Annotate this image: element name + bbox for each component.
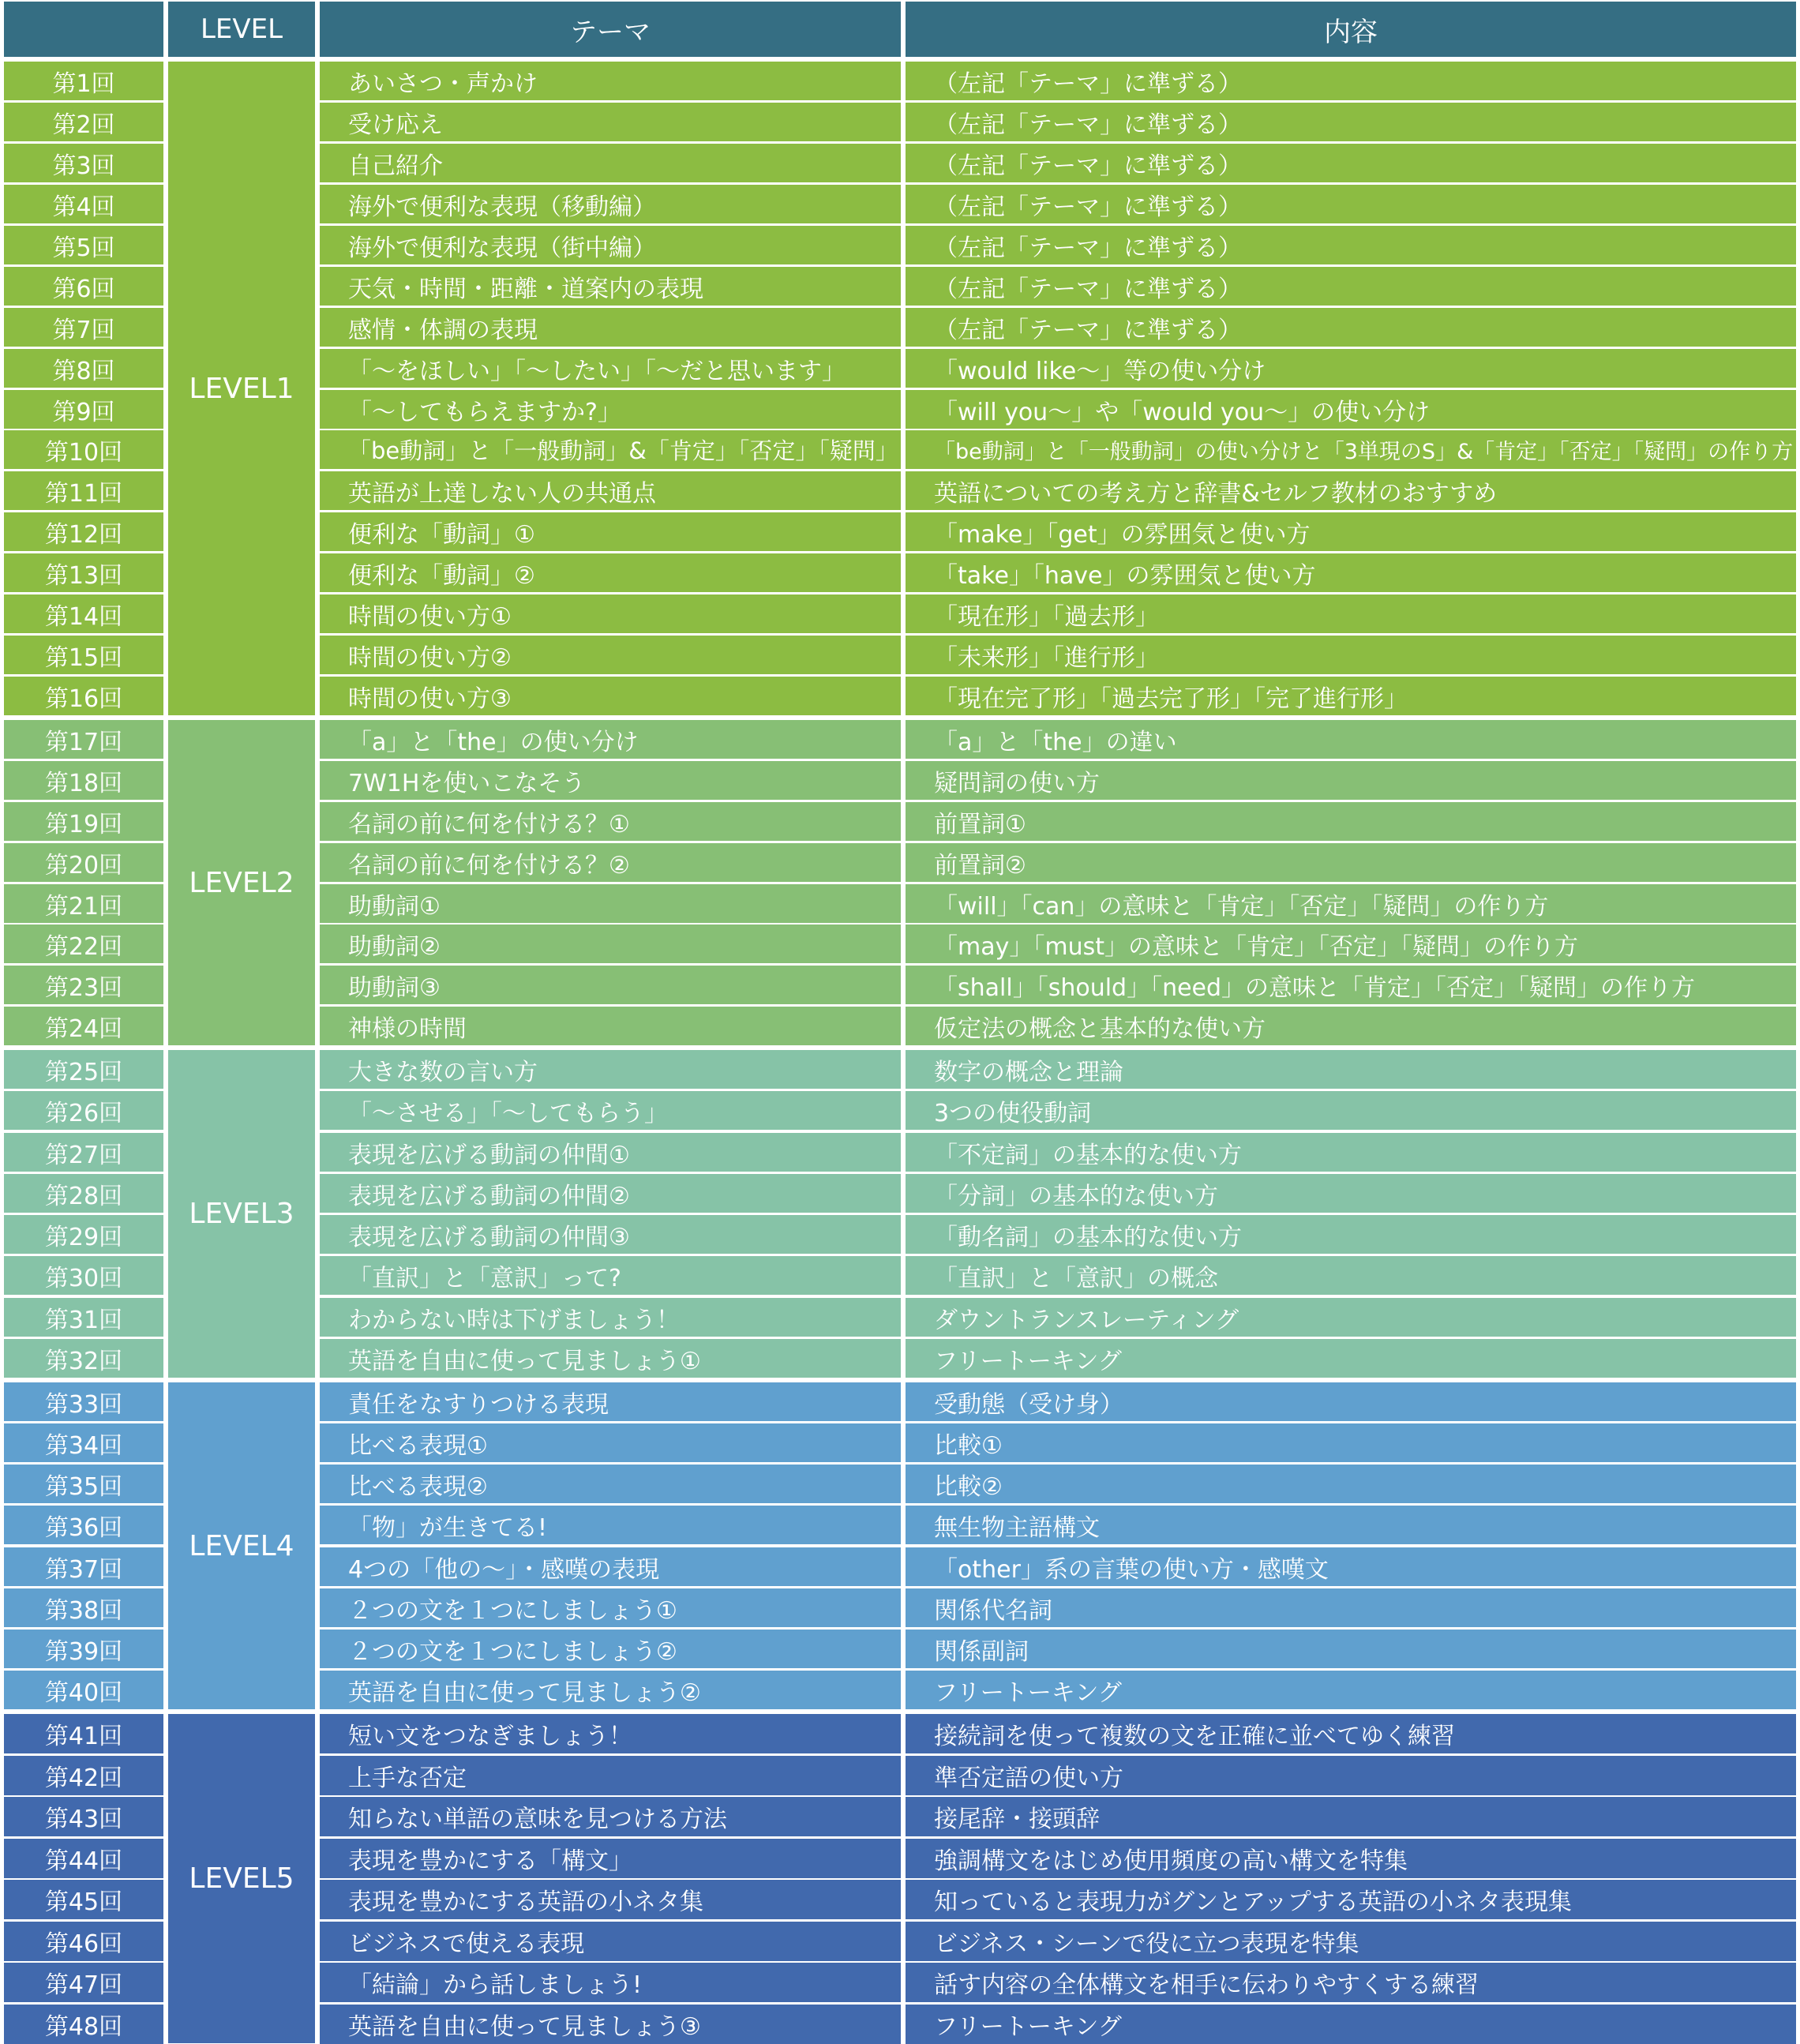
level-label: LEVEL3 [168,1050,315,1378]
session-number: 第15回 [4,636,163,674]
session-theme: 英語を自由に使って見ましょう② [320,1671,901,1709]
session-number: 第18回 [4,761,163,800]
session-number: 第10回 [4,430,163,469]
session-theme: 「〜をほしい」「〜したい」「〜だと思います」 [320,349,901,388]
session-content: 数字の概念と理論 [906,1050,1796,1089]
session-theme: ２つの文を１つにしましょう① [320,1588,901,1627]
session-theme: 助動詞② [320,924,901,963]
session-theme: 表現を豊かにする英語の小ネタ集 [320,1880,901,1919]
session-number: 第23回 [4,966,163,1004]
session-number: 第14回 [4,594,163,633]
session-content: 比較① [906,1423,1796,1462]
session-number: 第35回 [4,1465,163,1503]
session-theme: 表現を広げる動詞の仲間② [320,1174,901,1213]
session-content: 受動態（受け身） [906,1382,1796,1421]
session-content: （左記「テーマ」に準ずる） [906,308,1796,347]
session-content: 知っていると表現力がグンとアップする英語の小ネタ表現集 [906,1880,1796,1919]
session-number: 第29回 [4,1215,163,1254]
session-number: 第33回 [4,1382,163,1421]
session-theme: 感情・体調の表現 [320,308,901,347]
session-theme: 海外で便利な表現（街中編） [320,226,901,264]
session-content: ダウントランスレーティング [906,1298,1796,1337]
session-number: 第19回 [4,802,163,841]
session-theme: 表現を広げる動詞の仲間① [320,1133,901,1172]
session-theme: 英語が上達しない人の共通点 [320,471,901,510]
session-content: 「take」「have」の雰囲気と使い方 [906,553,1796,592]
session-content: 「分詞」の基本的な使い方 [906,1174,1796,1213]
session-content: 「現在完了形」「過去完了形」「完了進行形」 [906,677,1796,715]
session-number: 第32回 [4,1339,163,1378]
session-content: （左記「テーマ」に準ずる） [906,62,1796,100]
session-content: 「不定詞」の基本的な使い方 [906,1133,1796,1172]
session-content: フリートーキング [906,2005,1796,2044]
session-content: 「will」「can」の意味と「肯定」「否定」「疑問」の作り方 [906,884,1796,923]
session-number: 第5回 [4,226,163,264]
session-content: 「make」「get」の雰囲気と使い方 [906,512,1796,551]
session-content: 疑問詞の使い方 [906,761,1796,800]
session-theme: 表現を豊かにする「構文」 [320,1839,901,1878]
session-content: 「would like〜」等の使い分け [906,349,1796,388]
session-theme: 表現を広げる動詞の仲間③ [320,1215,901,1254]
session-content: 「be動詞」と「一般動詞」の使い分けと「3単現のS」&「肯定」「否定」「疑問」の作り方 [906,430,1796,469]
session-number: 第6回 [4,267,163,306]
session-number: 第1回 [4,62,163,100]
session-number: 第25回 [4,1050,163,1089]
session-content: 「may」「must」の意味と「肯定」「否定」「疑問」の作り方 [906,924,1796,963]
session-number: 第13回 [4,553,163,592]
session-theme: 時間の使い方① [320,594,901,633]
session-theme: 「〜してもらえますか?」 [320,390,901,429]
session-theme: 大きな数の言い方 [320,1050,901,1089]
session-content: 「未来形」「進行形」 [906,636,1796,674]
session-theme: ２つの文を１つにしましょう② [320,1630,901,1668]
session-content: 無生物主語構文 [906,1506,1796,1544]
session-number: 第27回 [4,1133,163,1172]
session-content: 接尾辞・接頭辞 [906,1797,1796,1836]
session-number: 第17回 [4,720,163,759]
session-theme: 助動詞③ [320,966,901,1004]
session-content: （左記「テーマ」に準ずる） [906,185,1796,223]
session-content: 3つの使役動詞 [906,1091,1796,1130]
session-theme: 時間の使い方② [320,636,901,674]
session-content: ビジネス・シーンで役に立つ表現を特集 [906,1922,1796,1961]
session-content: （左記「テーマ」に準ずる） [906,226,1796,264]
session-number: 第47回 [4,1963,163,2002]
session-theme: 「be動詞」と「一般動詞」&「肯定」「否定」「疑問」 [320,430,901,469]
session-number: 第40回 [4,1671,163,1709]
session-number: 第20回 [4,843,163,882]
session-content: （左記「テーマ」に準ずる） [906,267,1796,306]
session-number: 第21回 [4,884,163,923]
session-theme: あいさつ・声かけ [320,62,901,100]
session-content: 「直訳」と「意訳」の概念 [906,1256,1796,1295]
session-content: （左記「テーマ」に準ずる） [906,144,1796,182]
session-number: 第24回 [4,1007,163,1045]
session-number: 第42回 [4,1756,163,1795]
session-number: 第48回 [4,2005,163,2044]
session-number: 第8回 [4,349,163,388]
session-number: 第31回 [4,1298,163,1337]
session-theme: 英語を自由に使って見ましょう③ [320,2005,901,2044]
session-theme: 責任をなすりつける表現 [320,1382,901,1421]
header-session [4,2,163,57]
session-theme: 受け応え [320,103,901,141]
session-content: 「動名詞」の基本的な使い方 [906,1215,1796,1254]
session-number: 第46回 [4,1922,163,1961]
level-label: LEVEL4 [168,1382,315,1709]
session-content: 「other」系の言葉の使い方・感嘆文 [906,1547,1796,1586]
session-content: 英語についての考え方と辞書&セルフ教材のおすすめ [906,471,1796,510]
session-content: 前置詞② [906,843,1796,882]
session-content: 接続詞を使って複数の文を正確に並べてゆく練習 [906,1714,1796,1753]
session-content: （左記「テーマ」に準ずる） [906,103,1796,141]
session-content: フリートーキング [906,1671,1796,1709]
session-number: 第30回 [4,1256,163,1295]
header-content: 内容 [906,2,1796,57]
session-number: 第9回 [4,390,163,429]
session-number: 第43回 [4,1797,163,1836]
session-theme: わからない時は下げましょう！ [320,1298,901,1337]
session-theme: 海外で便利な表現（移動編） [320,185,901,223]
session-theme: 「a」と「the」の使い分け [320,720,901,759]
session-content: 関係副詞 [906,1630,1796,1668]
session-theme: 時間の使い方③ [320,677,901,715]
session-theme: 便利な「動詞」① [320,512,901,551]
session-number: 第12回 [4,512,163,551]
session-content: 「will you〜」や「would you〜」の使い分け [906,390,1796,429]
session-number: 第26回 [4,1091,163,1130]
session-content: 「shall」「should」「need」の意味と「肯定」「否定」「疑問」の作り方 [906,966,1796,1004]
session-content: 「現在形」「過去形」 [906,594,1796,633]
session-theme: 比べる表現① [320,1423,901,1462]
session-theme: 比べる表現② [320,1465,901,1503]
session-theme: 神様の時間 [320,1007,901,1045]
session-theme: 天気・時間・距離・道案内の表現 [320,267,901,306]
header-theme: テーマ [320,2,901,57]
level-label: LEVEL5 [168,1714,315,2043]
level-label: LEVEL1 [168,62,315,715]
session-theme: 「〜させる」「〜してもらう」 [320,1091,901,1130]
session-theme: 便利な「動詞」② [320,553,901,592]
session-number: 第2回 [4,103,163,141]
session-theme: 7W1Hを使いこなそう [320,761,901,800]
session-theme: 「結論」から話しましょう! [320,1963,901,2002]
session-content: 「a」と「the」の違い [906,720,1796,759]
session-theme: 助動詞① [320,884,901,923]
session-theme: 4つの「他の〜」・感嘆の表現 [320,1547,901,1586]
session-number: 第4回 [4,185,163,223]
session-content: フリートーキング [906,1339,1796,1378]
session-number: 第36回 [4,1506,163,1544]
session-number: 第39回 [4,1630,163,1668]
session-theme: 「物」が生きてる! [320,1506,901,1544]
session-number: 第45回 [4,1880,163,1919]
session-content: 前置詞① [906,802,1796,841]
session-theme: 短い文をつなぎましょう！ [320,1714,901,1753]
session-theme: 英語を自由に使って見ましょう① [320,1339,901,1378]
session-content: 強調構文をはじめ使用頻度の高い構文を特集 [906,1839,1796,1878]
session-content: 仮定法の概念と基本的な使い方 [906,1007,1796,1045]
session-content: 関係代名詞 [906,1588,1796,1627]
session-number: 第16回 [4,677,163,715]
session-number: 第11回 [4,471,163,510]
session-number: 第28回 [4,1174,163,1213]
session-number: 第3回 [4,144,163,182]
session-theme: 知らない単語の意味を見つける方法 [320,1797,901,1836]
session-number: 第34回 [4,1423,163,1462]
session-theme: 「直訳」と「意訳」って? [320,1256,901,1295]
session-number: 第7回 [4,308,163,347]
session-theme: 名詞の前に何を付ける？① [320,802,901,841]
session-number: 第38回 [4,1588,163,1627]
session-number: 第22回 [4,924,163,963]
header-level: LEVEL [168,2,315,57]
session-theme: ビジネスで使える表現 [320,1922,901,1961]
session-number: 第41回 [4,1714,163,1753]
session-theme: 名詞の前に何を付ける？② [320,843,901,882]
session-content: 比較② [906,1465,1796,1503]
session-theme: 上手な否定 [320,1756,901,1795]
session-content: 準否定語の使い方 [906,1756,1796,1795]
level-label: LEVEL2 [168,720,315,1045]
session-theme: 自己紹介 [320,144,901,182]
session-content: 話す内容の全体構文を相手に伝わりやすくする練習 [906,1963,1796,2002]
session-number: 第44回 [4,1839,163,1878]
session-number: 第37回 [4,1547,163,1586]
